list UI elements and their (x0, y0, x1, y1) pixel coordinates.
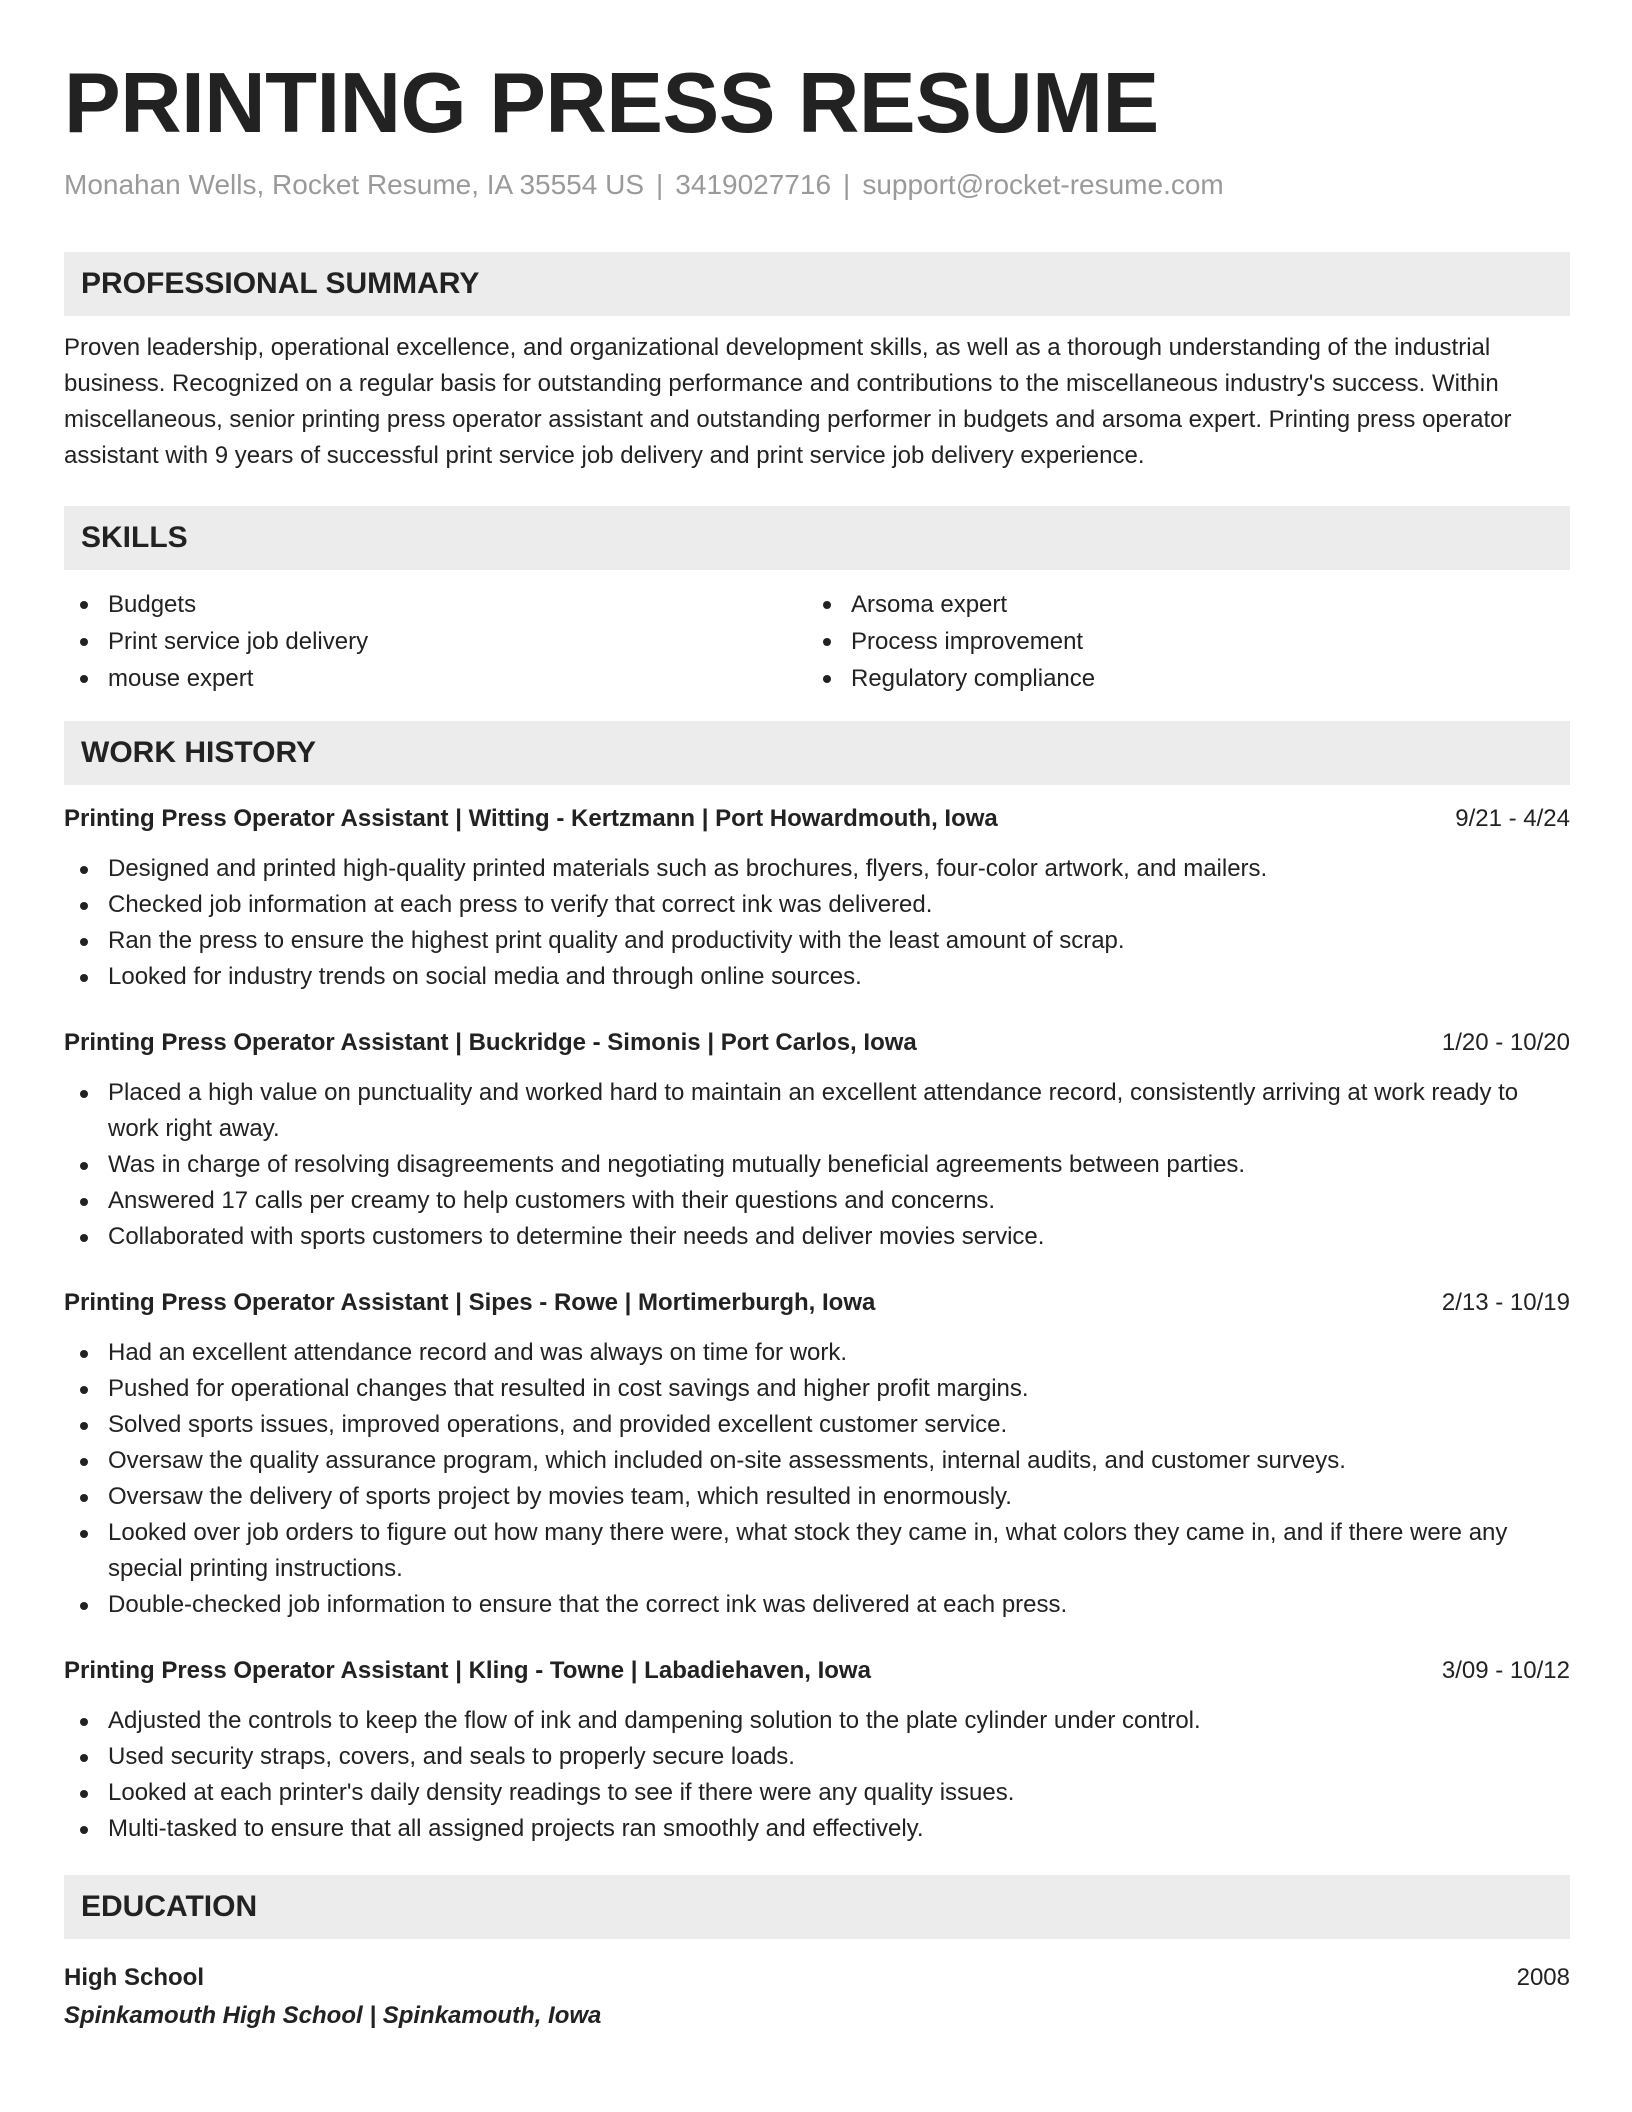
list-item (64, 923, 1570, 959)
bullet-icon (80, 675, 88, 683)
bullet-text: Had an excellent attendance record and was always on time for work. (108, 1339, 848, 1366)
job-title: Printing Press Operator Assistant | Sipes - Rowe | Mortimerburgh, Iowa (64, 1289, 876, 1316)
bullet-icon (80, 1090, 88, 1098)
list-item (64, 851, 1570, 887)
list-item (64, 1739, 1570, 1775)
section-header-summary: PROFESSIONAL SUMMARY (64, 252, 1570, 316)
list-item (64, 1219, 1570, 1255)
skill-item (807, 586, 1570, 623)
bullet-icon (80, 1754, 88, 1762)
bullet-icon (80, 638, 88, 646)
section-header-skills: SKILLS (64, 506, 1570, 570)
bullet-text: Was in charge of resolving disagreements and negotiating mutually beneficial agreements between parties. (108, 1151, 1246, 1178)
bullet-icon (80, 1718, 88, 1726)
list-item (64, 1515, 1570, 1587)
bullet-icon (80, 902, 88, 910)
bullet-icon (80, 1458, 88, 1466)
bullet-icon (80, 1198, 88, 1206)
contact-line (64, 166, 1570, 204)
bullet-icon (80, 1350, 88, 1358)
education-entry (64, 1959, 1570, 2035)
job-header (64, 1285, 1570, 1321)
bullet-text: Ran the press to ensure the highest print quality and productivity with the least amount of scrap. (108, 927, 1125, 954)
bullet-icon (80, 1234, 88, 1242)
bullet-text: Looked at each printer's daily density readings to see if there were any quality issues. (108, 1779, 1015, 1806)
job-header (64, 1025, 1570, 1061)
job-dates: 2/13 - 10/19 (1441, 1289, 1570, 1316)
bullet-icon (80, 1602, 88, 1610)
job-dates: 1/20 - 10/20 (1441, 1029, 1570, 1056)
list-item (64, 1075, 1570, 1147)
skill-label: Regulatory compliance (851, 665, 1096, 692)
summary-text: Proven leadership, operational excellence, and organizational development skills, as well as a thorough understanding of the industrial business. Recognized on a regular basis for outstanding performance and contributions to the miscellaneous industry's success. Within miscellaneous, senior printing press operator assistant and outstanding performer in budgets and arsoma expert. Printing press operator assistant with 9 years of successful print service job delivery and print service job delivery experience. (64, 334, 1512, 469)
job-title: Printing Press Operator Assistant | Buckridge - Simonis | Port Carlos, Iowa (64, 1029, 917, 1056)
resume-title: PRINTING PRESS RESUME (64, 56, 1159, 151)
bullet-text: Oversaw the delivery of sports project by movies team, which resulted in enormously. (108, 1483, 1012, 1510)
bullet-text: Solved sports issues, improved operations, and provided excellent customer service. (108, 1411, 1008, 1438)
bullet-text: Designed and printed high-quality printed materials such as brochures, flyers, four-color artwork, and mailers. (108, 855, 1268, 882)
bullet-icon (80, 1162, 88, 1170)
bullet-icon (80, 1386, 88, 1394)
skill-label: Arsoma expert (851, 591, 1008, 618)
job-title: Printing Press Operator Assistant | Kling - Towne | Labadiehaven, Iowa (64, 1657, 871, 1684)
bullet-icon (80, 1826, 88, 1834)
bullet-icon (80, 974, 88, 982)
bullet-text: Placed a high value on punctuality and worked hard to maintain an excellent attendance record, consistently arriving at work ready to work right away. (108, 1079, 1519, 1142)
section-header-education: EDUCATION (64, 1875, 1570, 1939)
bullet-text: Oversaw the quality assurance program, which included on-site assessments, internal audits, and customer surveys. (108, 1447, 1346, 1474)
skill-label: Budgets (108, 591, 197, 618)
bullet-icon (823, 638, 831, 646)
list-item (64, 959, 1570, 995)
bullet-text: Double-checked job information to ensure that the correct ink was delivered at each press. (108, 1591, 1068, 1618)
skill-label: Print service job delivery (108, 628, 369, 655)
list-item (64, 1183, 1570, 1219)
job-bullets (64, 1335, 1570, 1623)
skill-item (807, 660, 1570, 697)
bullet-text: Answered 17 calls per creamy to help customers with their questions and concerns. (108, 1187, 996, 1214)
bullet-icon (80, 938, 88, 946)
contact-email: support@rocket-resume.com (862, 169, 1224, 200)
skills-list (64, 586, 1570, 697)
bullet-text: Used security straps, covers, and seals to properly secure loads. (108, 1743, 795, 1770)
skill-label: mouse expert (108, 665, 254, 692)
job-entry (64, 1285, 1570, 1623)
bullet-icon (80, 1494, 88, 1502)
contact-separator: | (843, 169, 851, 200)
education-header (64, 1959, 1570, 1997)
section-header-work-history: WORK HISTORY (64, 721, 1570, 785)
job-dates: 3/09 - 10/12 (1441, 1657, 1570, 1684)
bullet-text: Adjusted the controls to keep the flow of ink and dampening solution to the plate cylinder under control. (108, 1707, 1201, 1734)
job-entry (64, 1653, 1570, 1847)
list-item (64, 1811, 1570, 1847)
education-year: 2008 (1516, 1964, 1570, 1991)
bullet-text: Multi-tasked to ensure that all assigned projects ran smoothly and effectively. (108, 1815, 924, 1842)
list-item (64, 1371, 1570, 1407)
resume-page (64, 52, 1570, 2035)
skill-label: Process improvement (851, 628, 1084, 655)
bullet-icon (80, 1790, 88, 1798)
bullet-text: Collaborated with sports customers to determine their needs and deliver movies service. (108, 1223, 1045, 1250)
list-item (64, 1407, 1570, 1443)
contact-address: Monahan Wells, Rocket Resume, IA 35554 US (64, 169, 645, 200)
skill-item (64, 660, 807, 697)
list-item (64, 1479, 1570, 1515)
bullet-icon (823, 601, 831, 609)
job-bullets (64, 1075, 1570, 1255)
contact-separator: | (656, 169, 664, 200)
skill-item (64, 586, 807, 623)
job-header (64, 1653, 1570, 1689)
education-degree: High School (64, 1964, 204, 1991)
job-entry (64, 801, 1570, 995)
bullet-icon (80, 1530, 88, 1538)
list-item (64, 1775, 1570, 1811)
bullet-icon (80, 866, 88, 874)
bullet-icon (80, 601, 88, 609)
bullet-icon (80, 1422, 88, 1430)
education-school: Spinkamouth High School | Spinkamouth, Iowa (64, 2002, 602, 2029)
bullet-icon (823, 675, 831, 683)
list-item (64, 887, 1570, 923)
list-item (64, 1587, 1570, 1623)
job-entry (64, 1025, 1570, 1255)
list-item (64, 1703, 1570, 1739)
job-header (64, 801, 1570, 837)
skill-item (64, 623, 807, 660)
job-dates: 9/21 - 4/24 (1455, 805, 1570, 832)
list-item (64, 1443, 1570, 1479)
skill-item (807, 623, 1570, 660)
bullet-text: Checked job information at each press to verify that correct ink was delivered. (108, 891, 933, 918)
bullet-text: Pushed for operational changes that resulted in cost savings and higher profit margins. (108, 1375, 1029, 1402)
job-title: Printing Press Operator Assistant | Witting - Kertzmann | Port Howardmouth, Iowa (64, 805, 998, 832)
bullet-text: Looked over job orders to figure out how many there were, what stock they came in, what colors they came in, and if there were any special printing instructions. (108, 1519, 1508, 1582)
list-item (64, 1147, 1570, 1183)
bullet-text: Looked for industry trends on social media and through online sources. (108, 963, 862, 990)
list-item (64, 1335, 1570, 1371)
job-bullets (64, 851, 1570, 995)
contact-phone: 3419027716 (675, 169, 832, 200)
job-bullets (64, 1703, 1570, 1847)
